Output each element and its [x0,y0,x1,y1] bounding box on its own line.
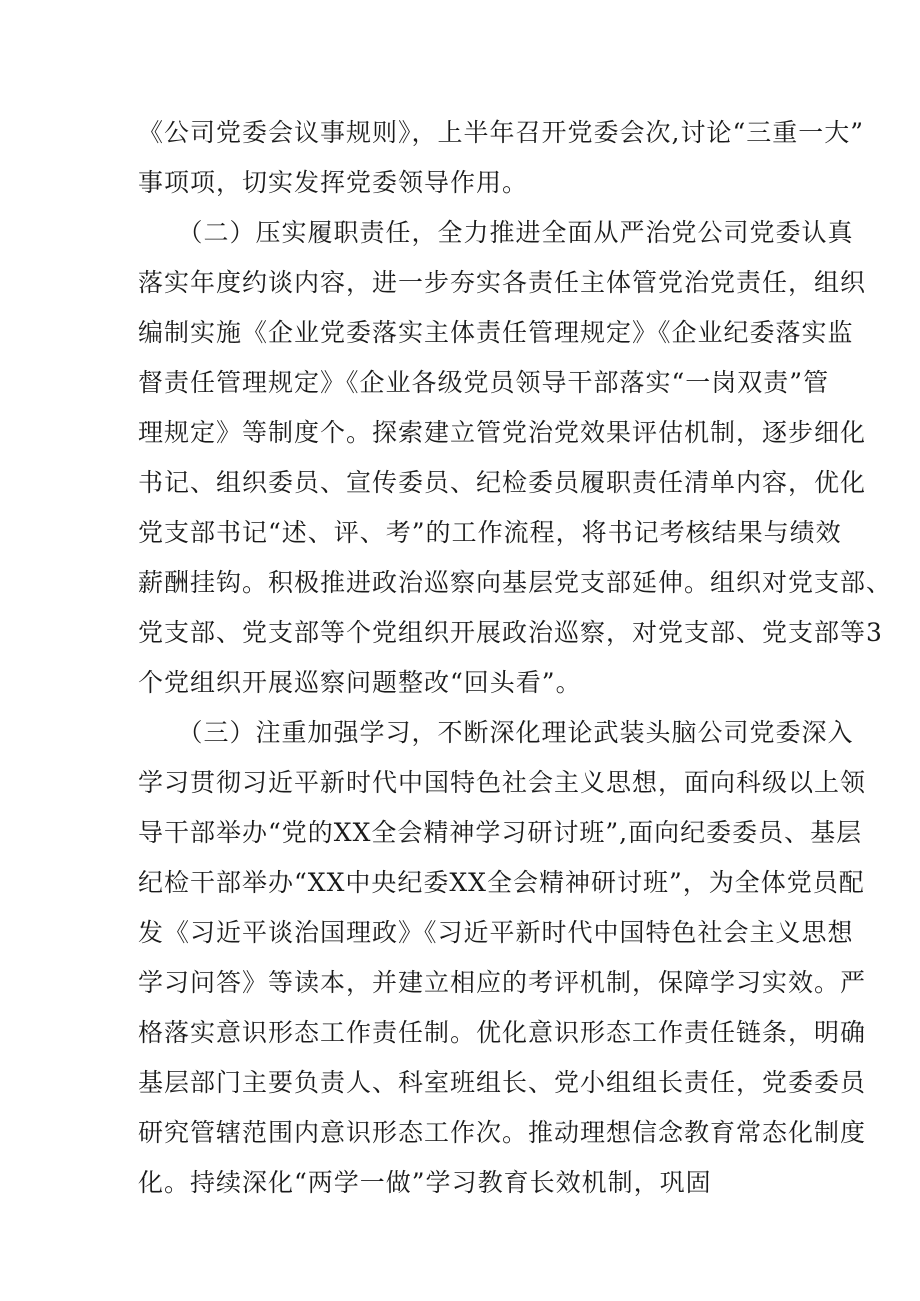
text-line: 学习贯彻习近平新时代中国特色社会主义思想，面向科级以上领 [138,768,867,797]
text-line: 学习问答》等读本，并建立相应的考评机制，保障学习实效。严 [138,968,867,997]
text-line: （二）压实履职责任，全力推进全面从严治党公司党委认真 [138,218,854,247]
text-line: 基层部门主要负责人、科室班组长、党小组组长责任，党委委员 [138,1068,867,1097]
text-line: （三）注重加强学习，不断深化理论武装头脑公司党委深入 [138,718,854,747]
text-line: 研究管辖范围内意识形态工作次。推动理想信念教育常态化制度 [138,1118,867,1147]
text-line: 《公司党委会议事规则》，上半年召开党委会次,讨论“三重一大” [138,118,865,147]
text-line: 书记、组织委员、宣传委员、纪检委员履职责任清单内容，优化 [138,468,867,497]
text-line: 事项项，切实发挥党委领导作用。 [138,168,529,197]
text-line: 纪检干部举办“XX中央纪委XX全会精神研讨班”，为全体党员配 [138,868,865,897]
text-line: 落实年度约谈内容，进一步夯实各责任主体管党治党责任，组织 [138,268,867,297]
text-line: 薪酬挂钩。积极推进政治巡察向基层党支部延伸。组织对党支部、 [138,568,893,597]
text-line: 党支部、党支部等个党组织开展政治巡察，对党支部、党支部等3 [138,618,883,647]
text-line: 编制实施《企业党委落实主体责任管理规定》《企业纪委落实监 [138,318,854,347]
text-line: 格落实意识形态工作责任制。优化意识形态工作责任链条，明确 [138,1018,867,1047]
text-line: 化。持续深化“两学一做”学习教育长效机制，巩固 [138,1168,712,1197]
document-body [138,108,893,1208]
text-line: 个党组织开展巡察问题整改“回头看”。 [138,668,582,697]
text-line: 党支部书记“述、评、考”的工作流程，将书记考核结果与绩效 [138,518,842,547]
text-line: 督责任管理规定》《企业各级党员领导干部落实“一岗双责”管 [138,368,830,397]
text-line: 发《习近平谈治国理政》《习近平新时代中国特色社会主义思想 [138,918,854,947]
text-line: 导干部举办“党的XX全会精神学习研讨班”,面向纪委委员、基层 [138,818,863,847]
text-line: 理规定》等制度个。探索建立管党治党效果评估机制，逐步细化 [138,418,867,447]
